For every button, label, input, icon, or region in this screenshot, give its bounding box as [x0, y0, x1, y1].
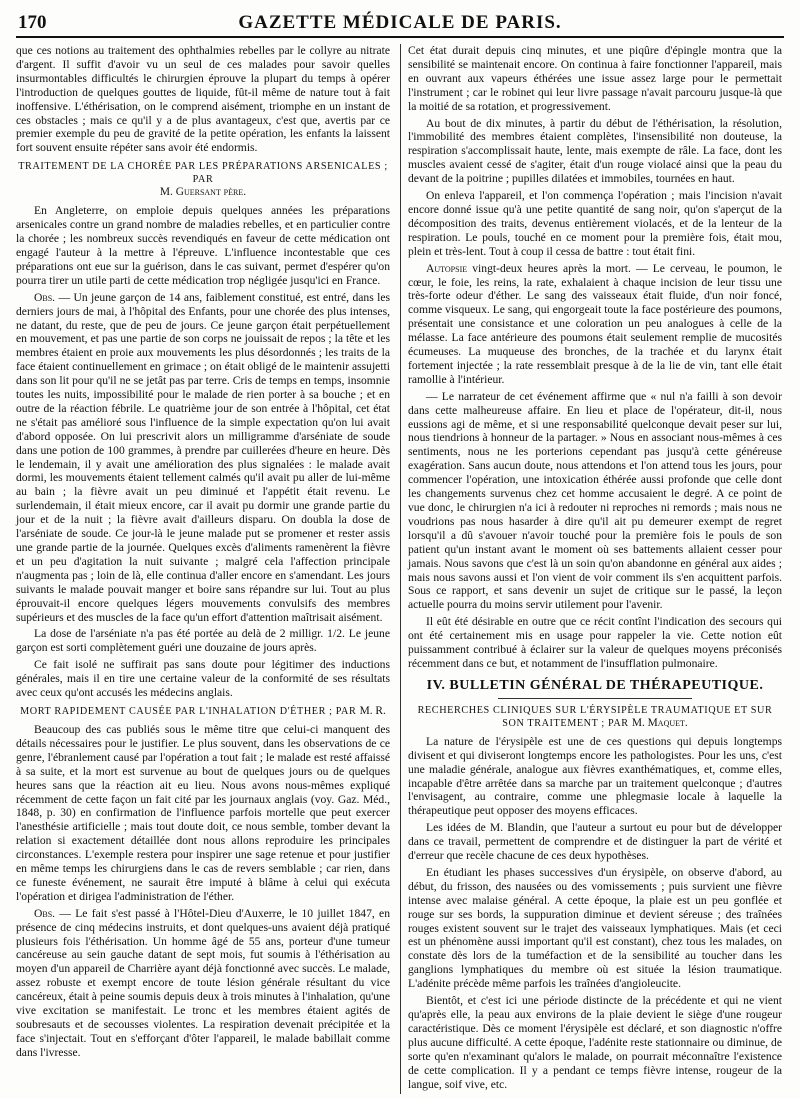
section-title: IV. BULLETIN GÉNÉRAL DE THÉRAPEUTIQUE. — [426, 677, 764, 693]
autopsy-text: vingt-deux heures après la mort. — Le cerveau, le poumon, le cœur, le foie, les reins, la rate, exhalaient à chaque incision de leur tissu une très-forte odeur d'éther. Le sang des vaisseaux était fluide, d'un noir foncé, comme visqueux. Le sang, qui engorgeait toute la face postérieure des poumons, présentait une consistance et une coloration un peu analogues à celle de la mélasse. La face antérieure des poumons était seulement remplie de mucosités écumeuses. La muqueuse des bronches, de la trachée et du larynx était fortement injectée ; la rate ressemblait presque à de la lie de vin, tant elle était ramollie à l'intérieur. — [408, 261, 782, 386]
obs-label: Obs. — [34, 290, 56, 304]
article-heading: RECHERCHES CLINIQUES SUR L'ÉRYSIPÈLE TRAUMATIQUE ET SUR SON TRAITEMENT ; PAR — [417, 704, 773, 729]
paragraph: En étudiant les phases successives d'un érysipèle, on observe d'abord, au début, du frisson, des nausées ou des vomissements ; puis survient une fièvre intense avec malaise général. A cette époque, la plaie est un peu gonflée et rouge sur ses bords, la suppuration diminue et devient séreuse ; des traînées rouges existent souvent sur le trajet des vaisseaux lymphatiques. Mais (et ceci est un phénomène aussi important qu'il est constant), chez tous les malades, on constate dès lors de la tuméfaction et de la sensibilité au toucher dans les ganglions lymphatiques du membre où est située la lésion traumatique. L'adénite précède même parfois les traînées d'angioleucite. — [408, 865, 782, 991]
running-head — [16, 10, 784, 38]
paragraph: La dose de l'arséniate n'a pas été portée au delà de 2 milligr. 1/2. Le jeune garçon est sorti complètement guéri une douzaine de jours après. — [16, 627, 390, 655]
paragraph: La nature de l'érysipèle est une de ces questions qui depuis longtemps divisent et qui diviseront longtemps encore les pathologistes. Pour les uns, c'est une maladie générale, analogue aux fièvres exanthématiques, et, comme elles, incapable d'être arrêtée dans sa marche par un traitement quelconque ; d'autres l'envisagent, au contraire, comme une phlegmasie locale à laquelle la thérapeutique peut opposer des moyens efficaces. — [408, 734, 782, 818]
article-title-chorea — [16, 160, 390, 199]
article-heading: MORT RAPIDEMENT CAUSÉE PAR L'INHALATION D'ÉTHER ; PAR — [20, 705, 357, 717]
journal-title: GAZETTE MÉDICALE DE PARIS. — [238, 12, 562, 33]
right-column — [408, 44, 782, 1094]
paragraph: que ces notions au traitement des ophthalmies rebelles par le collyre au nitrate d'argent. Il suffit d'avoir vu un seul de ces malades pour savoir quelles insurmontables difficultés le chirurgien éprouve la plupart du temps à opérer l'introduction de quelques gouttes de liquide, fût-il même de nature tout à fait inoffensive. L'éthérisation, on le comprend aisément, triomphe en un instant de ces obstacles ; mais ce qu'il y a de plus avantageux, c'est que, avertis par ce premier exemple du peu de gravité de la petite opération, les enfants la laissent fort souvent ensuite répéter sans avoir été endormis. — [16, 44, 390, 155]
article-heading: TRAITEMENT DE LA CHORÉE PAR LES PRÉPARATIONS ARSENICALES ; PAR — [18, 161, 388, 186]
paragraph: — Le narrateur de cet événement affirme que « nul n'a failli à son devoir dans cette malheureuse affaire. En lieu et place de l'opérateur, dit-il, nous eussions agi de même, et si une responsabilité quelconque devait peser sur lui, nous tiendrions à honneur de la partager. » Nous en associant nous-mêmes à ces sentiments, nous ne les porterions cependant pas jusqu'à cette généreuse exagération. Sans aucun doute, nous attendons et l'on attend tous les jours, pour commencer l'opération, une intoxication éthérée aussi profonde que celle dont les changements survenus chez cet homme accusaient le degré. A ce point de vue donc, le chirurgien n'a ici à redouter ni reproches ni remords ; mais nous ne voudrions pas nous hasarder à dire qu'il ait pu demeurer exempt de regret lorsqu'il a dû s'avouer n'avoir touché pour la première fois le pouls de son patient qu'un instant avant le moment où ses battements allaient cesser pour jamais. Nous savons que c'est là un soin qu'on abandonne en général aux aides ; mais nous savons aussi et l'on vient de voir comment ils s'en acquittent parfois. Sous ce rapport, et sans devenir un sujet de critique sur le passé, la leçon actuelle pourra du moins servir utilement pour l'avenir. — [408, 389, 782, 612]
article-title-ether — [16, 705, 390, 718]
page-number: 170 — [18, 12, 47, 33]
autopsy-label: Autopsie — [426, 261, 468, 275]
autopsy-paragraph — [408, 262, 782, 387]
article-author: M. Guersant père. — [159, 186, 247, 199]
paragraph: Il eût été désirable en outre que ce récit contînt l'indication des secours qui ont été certainement mis en usage pour rappeler la vie. Cette notion eût puissamment contribué à éclairer sur la valeur de quelques moyens préconisés récemment dans ce but, et notamment de l'insufflation pulmonaire. — [408, 615, 782, 670]
article-title-erysipele — [408, 704, 782, 730]
paragraph: Bientôt, et c'est ici une période distincte de la précédente et qui ne vient qu'après elle, la peau aux environs de la plaie devient le siège d'une rougeur caractéristique. Dès ce moment l'érysipèle est déclaré, et son diagnostic n'offre plus aucune difficulté. A cette époque, l'adénite reste stationnaire ou diminue, de sorte qu'en n'examinant qu'alors le malade, on pourrait méconnaître l'existence de cette complication. Il y a pendant ce temps fièvre intense, rougeur de la langue, soif vive, etc. — [408, 994, 782, 1091]
paragraph: Les idées de M. Blandin, que l'auteur a surtout eu pour but de développer dans ce travail, permettent de comprendre et de distinguer la part de vérité et d'erreur que recèle chacune de ces deux hypothèses. — [408, 821, 782, 863]
article-author: M. Maquet. — [631, 716, 688, 729]
observation-text: — Un jeune garçon de 14 ans, faiblement constitué, est entré, dans les derniers jours de mai, à l'hôpital des Enfants, pour une chorée des plus intenses, ne datant, du reste, que de peu de jours. Ce jeune garçon était perpétuellement en mouvement, et pas une partie de son corps ne jouissait de repos ; la tête et les membres étaient en proie aux mouvements les plus désordonnés ; les traits de la face étaient continuellement en grimace ; on était obligé de le maintenir assujetti dans son lit pour qu'il ne se jetât pas par terre. Cris de temps en temps, insomnie toutes les nuits, impossibilité pour le malade de rien porter à sa bouche ; et en outre de la réaction fébrile. Le quatrième jour de son entrée à l'hôpital, cet état ne s'était pas amélioré sous l'influence de la simple expectation qu'on lui avait d'abord opposée. On lui prescrivit alors un milligramme d'arséniate de soude dans une potion de 100 grammes, à prendre par cuillerées d'heure en heure. Dès le lendemain, il y avait une amélioration des plus signalées : le malade avait dormi, les mouvements étaient tellement calmés qu'il avait pu aller de lui-même au bain ; la fièvre avait un peu diminué et l'appétit était revenu. Le surlendemain, il était mieux encore, car il avait pu dormir une grande partie du jour et de la nuit ; la fièvre avait d'ailleurs disparu. On doubla la dose de l'arséniate de soude. Ce jour-là le jeune malade put se promener et rester assis une grande partie de la journée. Quelques excès d'aliments ramenèrent la fièvre et un peu d'agitation la nuit suivante ; malgré cela l'affection principale n'augmenta pas ; loin de là, elle continua d'aller encore en s'amendant. Les jours suivants le malade pouvait manger et boire sans répandre sur lui. Tout au plus éprouvait-il encore quelques légers mouvements convulsifs des membres supérieurs et des muscles de la face qu'un effort d'attention maîtrisait aisément. — [16, 290, 390, 624]
paragraph: On enleva l'appareil, et l'on commença l'opération ; mais l'incision n'avait encore donné issue qu'à une petite quantité de sang noir, qu'on s'aperçut de la décomposition des traits, devenus entièrement violacés, et de la lenteur de la respiration. Le pouls, touché en ce moment pour la première fois, était mou, plein et très-lent. Tout à coup il cessa de battre : tout était fini. — [408, 189, 782, 258]
left-column — [16, 44, 390, 1094]
paragraph: Ce fait isolé ne suffirait pas sans doute pour légitimer des inductions générales, mais il en tire une certaine valeur de la conformité de ses résultats avec ceux qu'ont accusés les médecins anglais. — [16, 658, 390, 700]
observation-paragraph — [16, 907, 390, 1060]
obs-label: Obs. — [34, 906, 56, 920]
article-author: M. R. — [359, 704, 386, 717]
paragraph: Au bout de dix minutes, à partir du début de l'éthérisation, la résolution, l'immobilité des membres étaient complètes, l'insensibilité non douteuse, la respiration s'accomplissait haute, lente, mais exempte de râle. La face, dont les muscles avaient cessé de s'agiter, était d'un rouge violacé ainsi que la peau du devant de la poitrine ; pupilles dilatées et immobiles, tournées en haut. — [408, 116, 782, 186]
paragraph: Cet état durait depuis cinq minutes, et une piqûre d'épingle montra que la sensibilité se maintenait encore. On continua à faire fonctionner l'appareil, mais en ouvrant aux vapeurs éthérées une issue assez large pour le permettait l'instrument ; car le robinet qui leur livre passage n'avait parcouru jusque-là que la moitié de sa rotation, et progressivement. — [408, 44, 782, 113]
paragraph: En Angleterre, on emploie depuis quelques années les préparations arsenicales contre un grand nombre de maladies rebelles, et en particulier contre la chorée ; les nombreux succès revendiqués en faveur de cette médication ont engagé l'auteur à la mettre à l'épreuve. L'influence incontestable que ces préparations ont eue sur la guérison, dans le cas suivant, permet d'espérer qu'on pourra tirer un utile parti de cette médication trop négligée jusqu'ici en France. — [16, 204, 390, 287]
observation-text: — Le fait s'est passé à l'Hôtel-Dieu d'Auxerre, le 10 juillet 1847, en présence de cinq médecins instruits, et dont quelques-uns avaient déjà pratiqué plusieurs fois l'éthérisation. Un homme âgé de 55 ans, porteur d'une tumeur cancéreuse au sein gauche datant de sept mois, fut soumis à l'éthérisation au moyen d'un appareil de Charrière ayant déjà fonctionné avec succès. Le malade, assez robuste et exempt encore de toute lésion générale résultant du vice cancéreux, était à peine soumis depuis deux à trois minutes à l'inhalation, qu'une vive excitation se manifestait. Le tronc et les membres étaient agités de soubresauts et de secousses violentes. La respiration devenait précipitée et la face s'injectait. Tout en s'efforçant d'ôter l'appareil, le malade babillait comme dans l'ivresse. — [16, 906, 390, 1059]
two-column-body — [16, 44, 784, 1094]
observation-paragraph — [16, 291, 390, 625]
paragraph: Beaucoup des cas publiés sous le même titre que celui-ci manquent des détails nécessaires pour le justifier. Le plus souvent, dans les observations de ce genre, l'ébranlement causé par l'opération a tout fait ; le malade est resté affaissé à sa suite, et la mort est survenue au bout de quelques jours ou de quelques heures sans que la réaction ait eu lieu. Nous avons nous-mêmes expliqué récemment de cette façon un fait cité par les journaux anglais (voy. Gaz. Méd., 1848, p. 30) en confirmation de l'influence parfois mortelle que peut exercer l'anesthésie artificielle ; mais tout doute doit, ce nous semble, tomber devant la relation si exactement détaillée dont nous allons reproduire les principales circonstances. L'exemple restera pour inspirer une sage retenue et pour justifier en même temps les chirurgiens dans le cas de revers semblable ; car rien, dans ce funeste événement, ne saurait être imputé à blâme à celui qui exécuta l'opération et dirigea l'administration de l'éther. — [16, 722, 390, 903]
section-divider — [498, 698, 692, 699]
